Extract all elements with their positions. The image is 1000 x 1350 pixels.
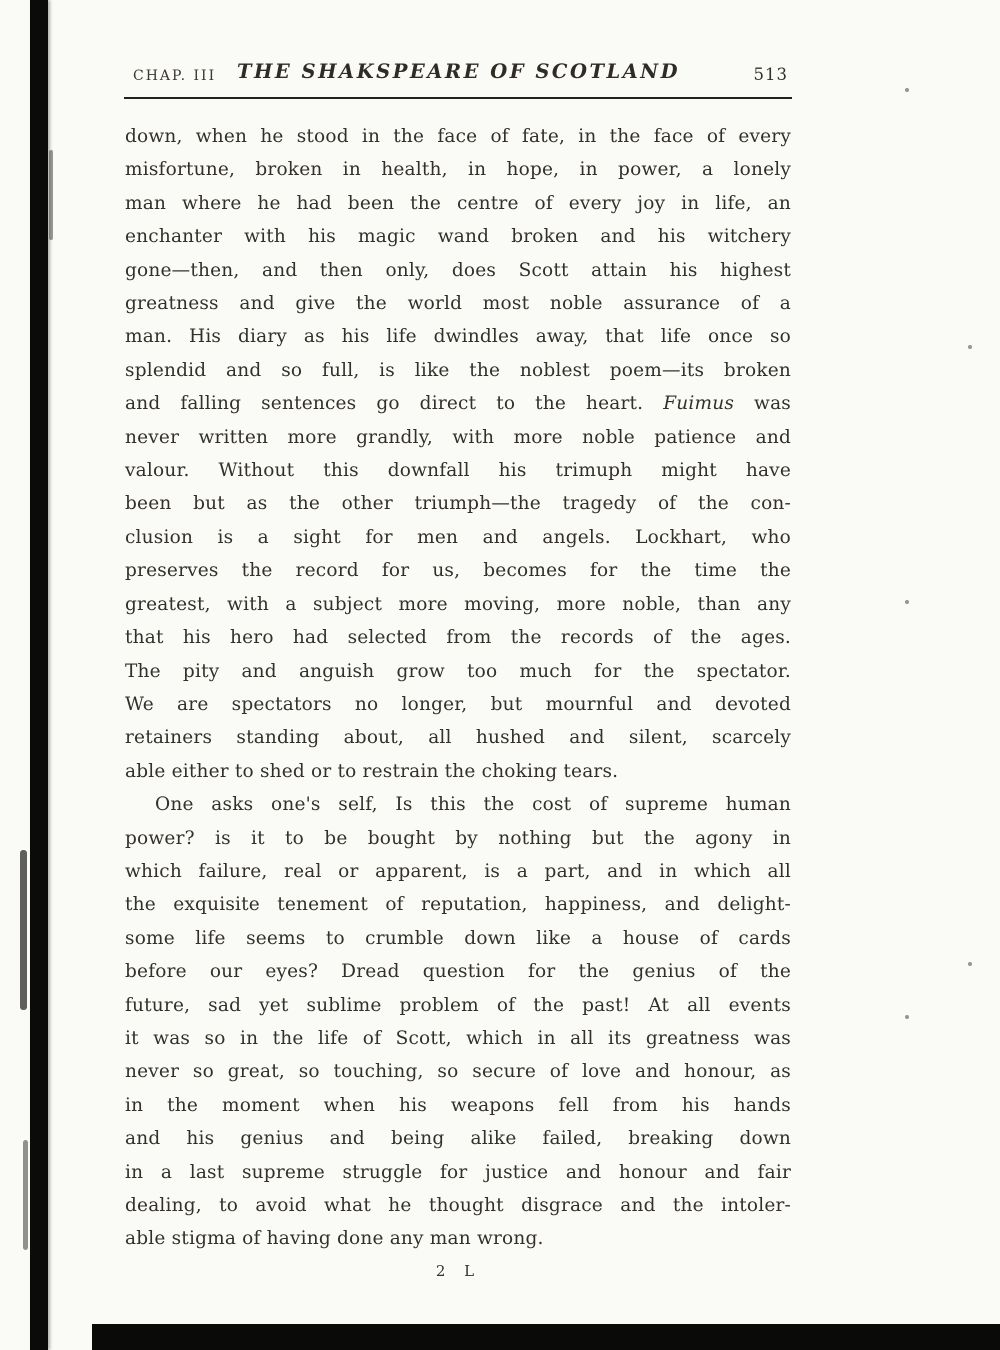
text-line: which failure, real or apparent, is a part, and in which all: [125, 860, 791, 882]
text-line: down, when he stood in the face of fate, in the face of every: [125, 126, 791, 147]
text-line: in the moment when his weapons fell from his hands: [125, 1094, 791, 1116]
text-line: and his genius and being alike failed, breaking down: [125, 1128, 791, 1150]
text-line: able stigma of having done any man wrong.: [125, 1228, 544, 1250]
scan-speck: [905, 600, 909, 604]
paragraph: [125, 788, 791, 1256]
bottom-edge-artifact: [92, 1324, 1000, 1350]
chapter-label: CHAP. III: [133, 68, 217, 84]
text-line: We are spectators no longer, but mournful and devoted: [125, 693, 791, 715]
text-line: clusion is a sight for men and angels. Lockhart, who: [125, 526, 791, 548]
text-line: misfortune, broken in health, in hope, in power, a lonely: [125, 159, 791, 181]
scan-speck: [968, 345, 972, 349]
text-line: enchanter with his magic wand broken and his witchery: [125, 226, 791, 248]
text-line: greatest, with a subject more moving, more noble, than any: [125, 593, 791, 615]
text-line: never written more grandly, with more noble patience and: [125, 426, 791, 448]
text-line: power? is it to be bought by nothing but the agony in: [125, 827, 791, 849]
scan-speck: [968, 962, 972, 966]
scan-smudge: [23, 1140, 28, 1250]
scan-smudge: [49, 150, 53, 240]
scan-smudge: [20, 850, 27, 1010]
text-line: some life seems to crumble down like a house of cards: [125, 927, 791, 949]
text-line: retainers standing about, all hushed and silent, scarcely: [125, 727, 791, 749]
text-line: it was so in the life of Scott, which in all its greatness was: [125, 1027, 791, 1049]
page-body: [125, 120, 791, 1256]
text-line: preserves the record for us, becomes for the time the: [125, 560, 791, 582]
text-line: splendid and so full, is like the noblest poem—its broken: [125, 359, 791, 381]
text-line: able either to shed or to restrain the choking tears.: [125, 760, 619, 782]
text-line: greatness and give the world most noble assurance of a: [125, 293, 791, 315]
text-line: valour. Without this downfall his trimuph might have: [125, 460, 791, 482]
text-line: The pity and anguish grow too much for the spectator.: [125, 660, 791, 682]
text-line: One asks one's self, Is this the cost of supreme human: [155, 794, 791, 816]
signature-mark: 2 L: [435, 1262, 482, 1280]
scan-speck: [905, 1015, 909, 1019]
text-line: future, sad yet sublime problem of the past! At all events: [125, 994, 791, 1016]
text-line: man where he had been the centre of every joy in life, an: [125, 192, 791, 214]
binding-edge-artifact: [30, 0, 48, 1350]
page-number: 513: [753, 65, 788, 84]
running-title: THE SHAKSPEARE OF SCOTLAND: [236, 60, 681, 83]
text-line: man. His diary as his life dwindles away, that life once so: [125, 326, 791, 348]
text-line: never so great, so touching, so secure of love and honour, as: [125, 1061, 791, 1083]
text-line: that his hero had selected from the records of the ages.: [125, 627, 791, 649]
text-line: gone—then, and then only, does Scott attain his highest: [125, 259, 791, 281]
page-header: [125, 60, 792, 92]
header-rule: [124, 97, 792, 99]
text-line: and falling sentences go direct to the heart. Fuimus was: [125, 393, 791, 415]
scan-speck: [905, 88, 909, 92]
text-line: in a last supreme struggle for justice and honour and fair: [125, 1161, 791, 1183]
paragraph: [125, 120, 791, 788]
text-line: been but as the other triumph—the tragedy of the con-: [125, 493, 791, 515]
text-line: before our eyes? Dread question for the genius of the: [125, 961, 791, 983]
text-line: the exquisite tenement of reputation, happiness, and delight-: [125, 894, 791, 916]
text-line: dealing, to avoid what he thought disgrace and the intoler-: [125, 1195, 791, 1216]
